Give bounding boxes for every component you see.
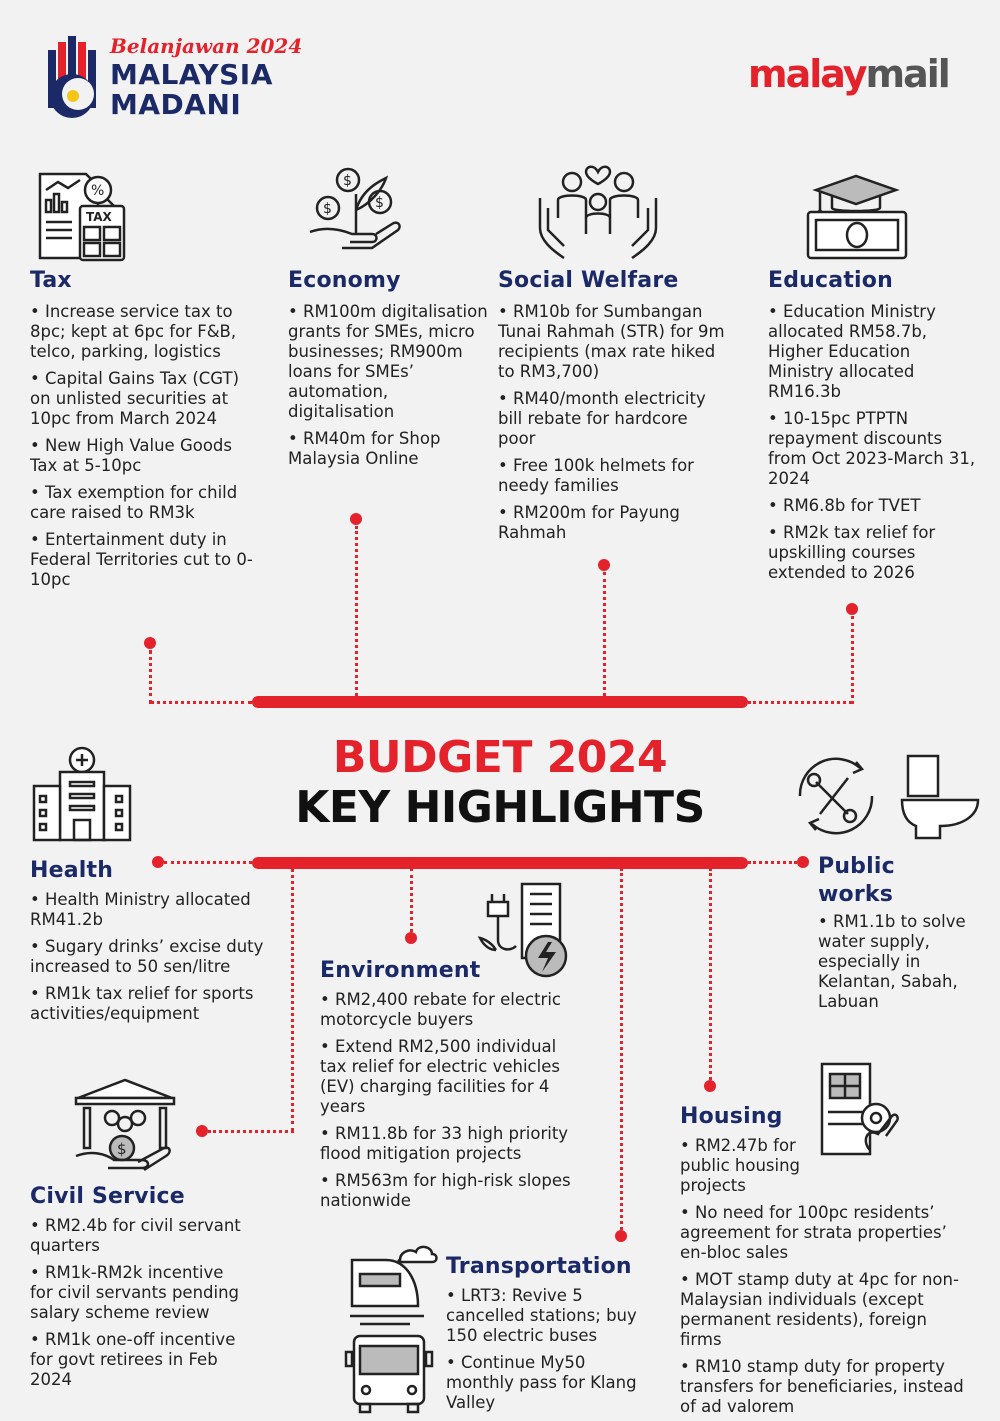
education-connector-hline [748, 701, 852, 704]
transportation-train-bus-icon [346, 1240, 438, 1414]
environment-connector-dot [405, 932, 417, 944]
svg-text:$: $ [375, 195, 384, 211]
economy-money-plant-icon [306, 160, 406, 260]
housing-connector-line [709, 868, 712, 1080]
page-title-line2: KEY HIGHLIGHTS [295, 782, 705, 833]
list-item: • Entertainment duty in Federal Territories cut to 0-10pc [30, 530, 262, 590]
social-welfare-connector-line [603, 572, 606, 696]
education-title: Education [768, 268, 893, 293]
malaymail-logo-part2: mail [865, 52, 949, 96]
social-welfare-family-icon [534, 158, 662, 262]
environment-ev-charging-icon [476, 880, 586, 980]
environment-connector-line [410, 868, 413, 932]
education-connector-line [851, 616, 854, 704]
transportation-list [446, 1286, 656, 1420]
malaysia-madani-emblem-icon [40, 32, 110, 122]
list-item: • RM6.8b for TVET [768, 496, 978, 516]
housing-list [680, 1136, 966, 1421]
transportation-connector-line [620, 868, 623, 1230]
environment-title: Environment [320, 958, 481, 983]
civil-service-connector-line [291, 868, 294, 1132]
svg-text:$: $ [117, 1140, 127, 1158]
social-welfare-list [498, 302, 730, 550]
list-item: • RM10b for Sumbangan Tunai Rahmah (STR) for 9m recipients (max rate hiked to RM3,700) [498, 302, 730, 382]
list-item: • RM100m digitalisation grants for SMEs, micro businesses; RM900m loans for SMEs’ automation, digitalisation [288, 302, 488, 422]
social-welfare-title: Social Welfare [498, 268, 679, 293]
health-title: Health [30, 858, 114, 883]
list-item: • RM1.1b to solve water supply, especially in Kelantan, Sabah, Labuan [818, 912, 982, 1012]
list-item: • RM40/month electricity bill rebate for hardcore poor [498, 389, 730, 449]
list-item: • Sugary drinks’ excise duty increased to 50 sen/litre [30, 937, 266, 977]
list-item: • RM1k-RM2k incentive for civil servants pending salary scheme review [30, 1263, 250, 1323]
civil-service-connector-dot [196, 1125, 208, 1137]
list-item: • LRT3: Revive 5 cancelled stations; buy 150 electric buses [446, 1286, 656, 1346]
bottom-divider-bar [252, 857, 748, 869]
list-item: • RM2.4b for civil servant quarters [30, 1216, 250, 1256]
list-item: • RM2k tax relief for upskilling courses extended to 2026 [768, 523, 978, 583]
health-hospital-icon [32, 746, 132, 842]
list-item: • RM200m for Payung Rahmah [498, 503, 730, 543]
public-works-connector-hline [748, 861, 797, 864]
list-item: • RM11.8b for 33 high priority flood mitigation projects [320, 1124, 580, 1164]
economy-title: Economy [288, 268, 401, 293]
housing-connector-dot [704, 1080, 716, 1092]
tax-document-icon [36, 172, 128, 264]
civil-service-connector-hline [208, 1130, 294, 1133]
top-divider-bar [252, 696, 748, 708]
list-item: • RM563m for high-risk slopes nationwide [320, 1171, 580, 1211]
svg-text:$: $ [323, 201, 332, 217]
public-works-list [818, 912, 982, 1019]
budget-logo-line2: MADANI [110, 88, 242, 121]
budget-logo-script: Belanjawan 2024 [110, 34, 303, 58]
public-works-tools-toilet-icon [790, 752, 980, 842]
public-works-title-line2: works [818, 882, 894, 907]
housing-title: Housing [680, 1104, 783, 1129]
economy-connector-dot [350, 513, 362, 525]
tax-list [30, 302, 262, 597]
list-item: • Tax exemption for child care raised to RM3k [30, 483, 262, 523]
environment-list [320, 990, 580, 1218]
education-grad-cap-cash-icon [806, 172, 908, 262]
list-item: • RM40m for Shop Malaysia Online [288, 429, 488, 469]
list-item: • MOT stamp duty at 4pc for non-Malaysian individuals (except permanent residents), foreign firms [680, 1270, 966, 1350]
list-item: • RM2.47b for public housing projects [680, 1136, 830, 1196]
economy-list [288, 302, 488, 476]
education-list [768, 302, 978, 590]
budget-logo-line1: MALAYSIA [110, 58, 273, 91]
list-item: • 10-15pc PTPTN repayment discounts from Oct 2023-March 31, 2024 [768, 409, 978, 489]
list-item: • Extend RM2,500 individual tax relief for electric vehicles (EV) charging facilities for 4 years [320, 1037, 580, 1117]
page-title-line1: BUDGET 2024 [332, 732, 668, 783]
tax-connector-hline [150, 701, 252, 704]
svg-text:TAX: TAX [86, 210, 112, 224]
public-works-connector-dot [797, 856, 809, 868]
transportation-title: Transportation [446, 1254, 632, 1279]
education-connector-dot [846, 603, 858, 615]
list-item: • RM2,400 rebate for electric motorcycle buyers [320, 990, 580, 1030]
list-item: • RM1k one-off incentive for govt retirees in Feb 2024 [30, 1330, 250, 1390]
social-welfare-connector-dot [598, 559, 610, 571]
list-item: • Increase service tax to 8pc; kept at 6pc for F&B, telco, parking, logistics [30, 302, 262, 362]
list-item: • No need for 100pc residents’ agreement for strata properties’ en-bloc sales [680, 1203, 966, 1263]
economy-connector-line [355, 526, 358, 696]
health-connector-dot [152, 856, 164, 868]
list-item: • Free 100k helmets for needy families [498, 456, 730, 496]
svg-text:%: % [91, 183, 105, 199]
health-list [30, 890, 266, 1031]
list-item: • Education Ministry allocated RM58.7b, Higher Education Ministry allocated RM16.3b [768, 302, 978, 402]
health-connector-hline [164, 861, 252, 864]
public-works-title-line1: Public [818, 854, 895, 879]
tax-title: Tax [30, 268, 72, 293]
list-item: • RM10 stamp duty for property transfers for beneficiaries, instead of ad valorem [680, 1357, 966, 1417]
tax-connector-dot [144, 637, 156, 649]
list-item: • Capital Gains Tax (CGT) on unlisted securities at 10pc from March 2024 [30, 369, 262, 429]
tax-connector-line [149, 650, 152, 704]
list-item: • Health Ministry allocated RM41.2b [30, 890, 266, 930]
malaymail-logo-part1: malay [748, 52, 866, 96]
svg-text:$: $ [343, 173, 352, 189]
malaymail-logo [748, 52, 949, 96]
list-item: • New High Value Goods Tax at 5-10pc [30, 436, 262, 476]
list-item: • RM1k tax relief for sports activities/equipment [30, 984, 266, 1024]
civil-service-title: Civil Service [30, 1184, 185, 1209]
civil-service-list [30, 1216, 250, 1397]
transportation-connector-dot [615, 1230, 627, 1242]
civil-service-building-icon [72, 1078, 178, 1172]
list-item: • Continue My50 monthly pass for Klang Valley [446, 1353, 656, 1413]
